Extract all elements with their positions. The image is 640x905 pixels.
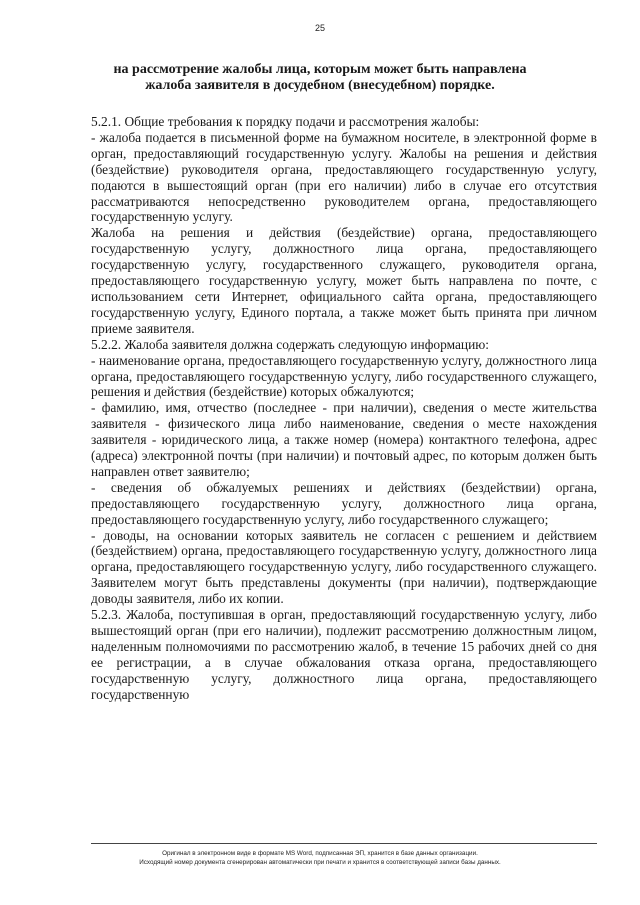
paragraph-authority-name: - наименование органа, предоставляющего государственную услугу, должностного лица органа, предоставляющего государственную услугу, либо государственного служащего, решения и действия (бездействие) которых обжалуются; bbox=[91, 352, 597, 400]
footer-line-2: Исходящий номер документа сгенерирован автоматически при печати и хранится в соответствующей записи базы данных. bbox=[139, 859, 501, 866]
paragraph-5-2-3: 5.2.3. Жалоба, поступившая в орган, предоставляющий государственную услугу, либо вышестоящий орган (при его наличии), подлежит рассмотрению должностным лицом, наделенным полномочиями по рассмотрению жалоб, в течение 15 рабочих дней со дня ее регистрации, а в случае обжалования отказа органа, предоставляющего государственную услугу, должностного лица органа, предоставляющего государственную bbox=[91, 607, 597, 702]
document-body bbox=[91, 114, 597, 703]
section-heading bbox=[60, 62, 580, 94]
heading-line-1: на рассмотрение жалобы лица, которым может быть направлена bbox=[113, 62, 527, 77]
paragraph-applicant-details: - фамилию, имя, отчество (последнее - при наличии), сведения о месте жительства заявителя - физического лица либо наименование, сведения о месте нахождения заявителя - юридического лица, а также номер (номера) контактного телефона, адрес (адреса) электронной почты (при наличии) и почтовый адрес, по которым должен быть направлен ответ заявителю; bbox=[91, 400, 597, 479]
footer-divider bbox=[91, 843, 597, 844]
paragraph-complaint-form: - жалоба подается в письменной форме на бумажном носителе, в электронной форме в орган, предоставляющий государственную услугу. Жалобы на решения и действия (бездействие) руководителя органа, предоставляющего государственную услугу, подаются в вышестоящий орган (при его наличии) либо в случае его отсутствия рассматриваются непосредственно руководителем органа, предоставляющего государственную услугу. bbox=[91, 129, 597, 225]
footer-note bbox=[0, 849, 640, 867]
paragraph-appealed-decisions: - сведения об обжалуемых решениях и действиях (бездействии) органа, предоставляющего государственную услугу, должностного лица органа, предоставляющего государственную услугу, либо государственного служащего; bbox=[91, 479, 597, 527]
footer-line-1: Оригинал в электронном виде в формате MS Word, подписанная ЭП, хранится в базе данных организации. bbox=[162, 850, 478, 857]
heading-line-2: жалоба заявителя в досудебном (внесудебном) порядке. bbox=[145, 78, 495, 93]
page-number: 25 bbox=[314, 23, 325, 33]
paragraph-arguments: - доводы, на основании которых заявитель не согласен с решением и действием (бездействием) органа, предоставляющего государственную услугу, должностного лица органа, предоставляющего государственную услугу, либо государственного служащего. Заявителем могут быть представлены документы (при наличии), подтверждающие доводы заявителя, либо их копии. bbox=[91, 527, 597, 607]
paragraph-5-2-2-title: 5.2.2. Жалоба заявителя должна содержать следующую информацию: bbox=[91, 336, 489, 352]
paragraph-5-2-1-title: 5.2.1. Общие требования к порядку подачи и рассмотрения жалобы: bbox=[91, 114, 480, 129]
paragraph-complaint-channels: Жалоба на решения и действия (бездействие) органа, предоставляющего государственную услугу, должностного лица органа, предоставляющего государственную услугу, государственного служащего, руководителя органа, предоставляющего государственную услугу, может быть направлена по почте, с использованием сети Интернет, официального сайта органа, предоставляющего государственную услугу, Единого портала, а также может быть принята при личном приеме заявителя. bbox=[91, 225, 597, 336]
